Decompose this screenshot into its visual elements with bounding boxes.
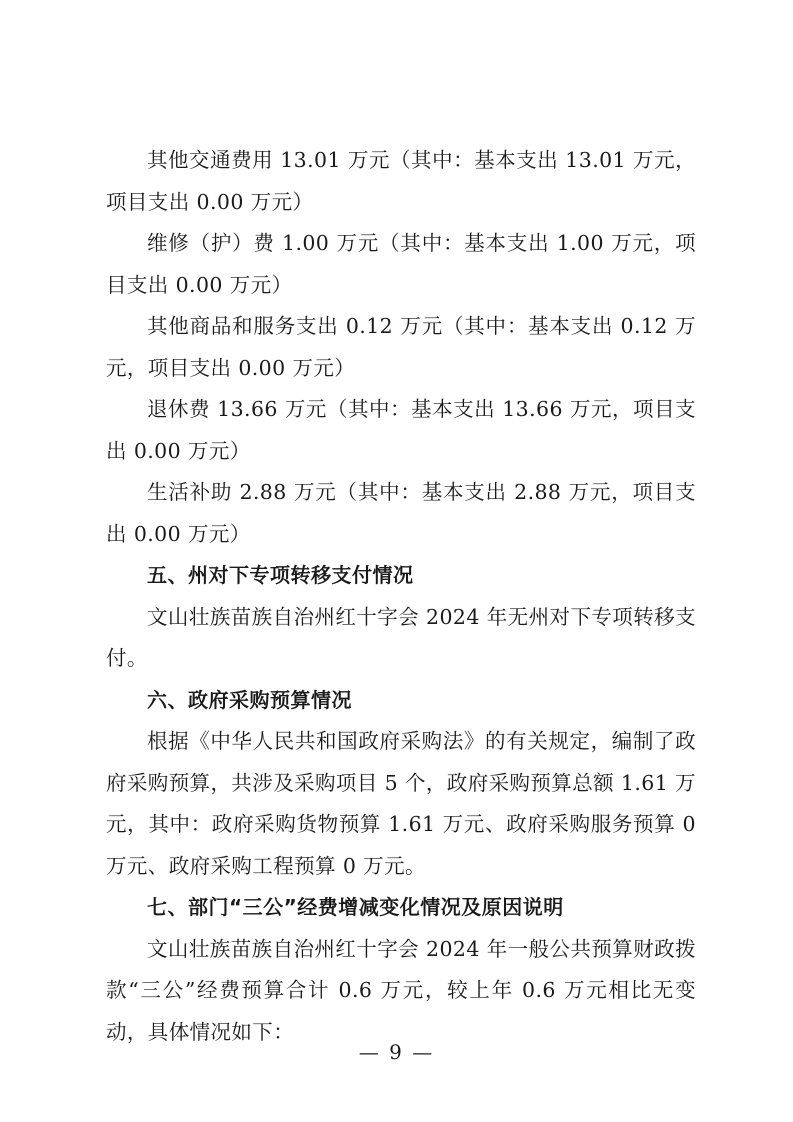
page-number: — 9 — xyxy=(358,1040,435,1064)
section-heading-three-public: 七、部门“三公”经费增减变化情况及原因说明 xyxy=(147,895,564,919)
paragraph-procurement: 根据《中华人民共和国政府采购法》的有关规定，编制了政府采购预算，共涉及采购项目 5 个，政府采购预算总额 1.61 万元，其中：政府采购货物预算 1.61 万元、政府采购服务预算 0 万元、政府采购工程预算 0 万元。 xyxy=(106,729,696,878)
document-body xyxy=(106,140,696,1053)
paragraph-retirement: 退休费 13.66 万元（其中：基本支出 13.66 万元，项目支出 0.00 万元） xyxy=(106,397,696,463)
paragraph-three-public: 文山壮族苗族自治州红十字会 2024 年一般公共预算财政拨款“三公”经费预算合计 0.6 万元，较上年 0.6 万元相比无变动，具体情况如下： xyxy=(106,936,696,1044)
paragraph-other-transport: 其他交通费用 13.01 万元（其中：基本支出 13.01 万元，项目支出 0.00 万元） xyxy=(106,148,696,214)
paragraph-maintenance: 维修（护）费 1.00 万元（其中：基本支出 1.00 万元，项目支出 0.00 万元） xyxy=(106,231,696,297)
section-heading-procurement: 六、政府采购预算情况 xyxy=(147,687,352,712)
paragraph-living-subsidy: 生活补助 2.88 万元（其中：基本支出 2.88 万元，项目支出 0.00 万元） xyxy=(106,480,696,546)
paragraph-other-goods-services: 其他商品和服务支出 0.12 万元（其中：基本支出 0.12 万元，项目支出 0.00 万元） xyxy=(106,314,696,380)
section-heading-transfer-payments: 五、州对下专项转移支付情况 xyxy=(147,563,414,587)
paragraph-transfer-payments: 文山壮族苗族自治州红十字会 2024 年无州对下专项转移支付。 xyxy=(106,604,696,670)
